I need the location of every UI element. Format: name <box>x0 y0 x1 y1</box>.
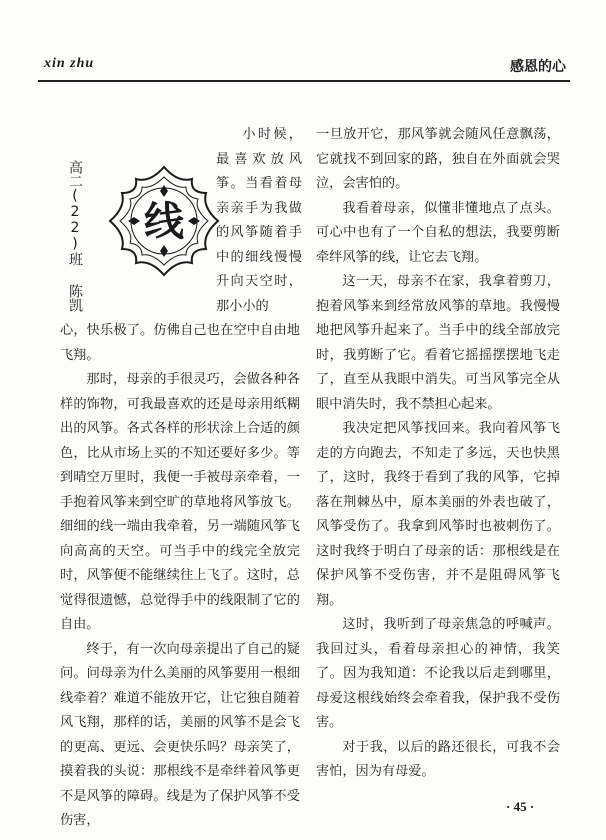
paragraph: 小时候，最喜欢放风筝。当看着母亲亲手为我做的风筝随着手中的细线慢慢升向天空时，那小小的 <box>216 127 302 314</box>
page-number: · 45 · <box>506 799 535 814</box>
section-title: 感恩的心 <box>510 59 566 75</box>
byline <box>66 160 84 312</box>
paragraph: 我看着母亲，似懂非懂地点了点头。可心中也有了一个自私的想法，我要剪断牵绊风筝的线，让它去飞翔。 <box>316 200 560 265</box>
left-column <box>60 319 300 834</box>
paragraph: 这时，我听到了母亲焦急的呼喊声。我回过头，看着母亲担心的神情，我笑了。因为我知道：不论我以后走到哪里，母爱这根线始终会牵着我，保护我不受伤害。 <box>316 617 560 730</box>
paragraph: 心，快乐极了。仿佛自己也在空中自由地飞翔。 <box>60 323 300 363</box>
magazine-column-label: xin zhu <box>44 56 95 71</box>
header-rule <box>38 80 570 82</box>
paragraph: 对于我，以后的路还很长，可我不会害怕，因为有母爱。 <box>316 739 560 779</box>
intro-text-block <box>216 123 302 319</box>
title-ornament <box>106 163 222 279</box>
article-title: 线 <box>144 198 184 245</box>
right-column <box>316 123 560 785</box>
paragraph: 我决定把风筝找回来。我向着风筝飞走的方向跑去，不知走了多远，天也快黑了，这时，我终于看到了我的风筝，它掉落在荆棘丛中，原本美丽的外表也破了，风筝受伤了。我拿到风筝时也被刺伤了。这时我终于明白了母亲的话：那根线是在保护风筝不受伤害，并不是阻碍风筝飞翔。 <box>316 421 560 608</box>
paragraph: 一旦放开它，那风筝就会随风任意飘荡，它就找不到回家的路，独自在外面就会哭泣，会害怕的。 <box>316 127 560 191</box>
paragraph: 这一天，母亲不在家，我拿着剪刀，抱着风筝来到经常放风筝的草地。我慢慢地把风筝升起来了。当手中的线全部放完时，我剪断了它。看着它摇摇摆摆地飞走了，直至从我眼中消失。可当风筝完全从眼中消失时，我不禁担心起来。 <box>316 274 560 412</box>
paragraph: 终于，有一次向母亲提出了自己的疑问。问母亲为什么美丽的风筝要用一根细线牵着？难道不能放开它，让它独自随着风飞翔，那样的话，美丽的风筝不是会飞的更高、更远、会更快乐吗？母亲笑了，摸着我的头说：那根线不是牵绊着风筝更不是风筝的障碍。线是为了保护风筝不受伤害， <box>60 641 300 828</box>
byline-author: 陈凯 <box>67 284 83 312</box>
paragraph: 那时，母亲的手很灵巧，会做各种各样的饰物，可我最喜欢的还是母亲用纸糊出的风筝。各式各样的形状涂上合适的颜色，比从市场上买的不知还要好多少。等到晴空万里时，我便一手被母亲牵着，一手抱着风筝来到空旷的草地将风筝放飞。细细的线一端由我牵着，另一端随风筝飞向高高的天空。可当手中的线完全放完时，风筝便不能继续往上飞了。这时，总觉得很遗憾，总觉得手中的线限制了它的自由。 <box>60 372 300 632</box>
byline-class: 高二(22)班 <box>67 160 83 266</box>
